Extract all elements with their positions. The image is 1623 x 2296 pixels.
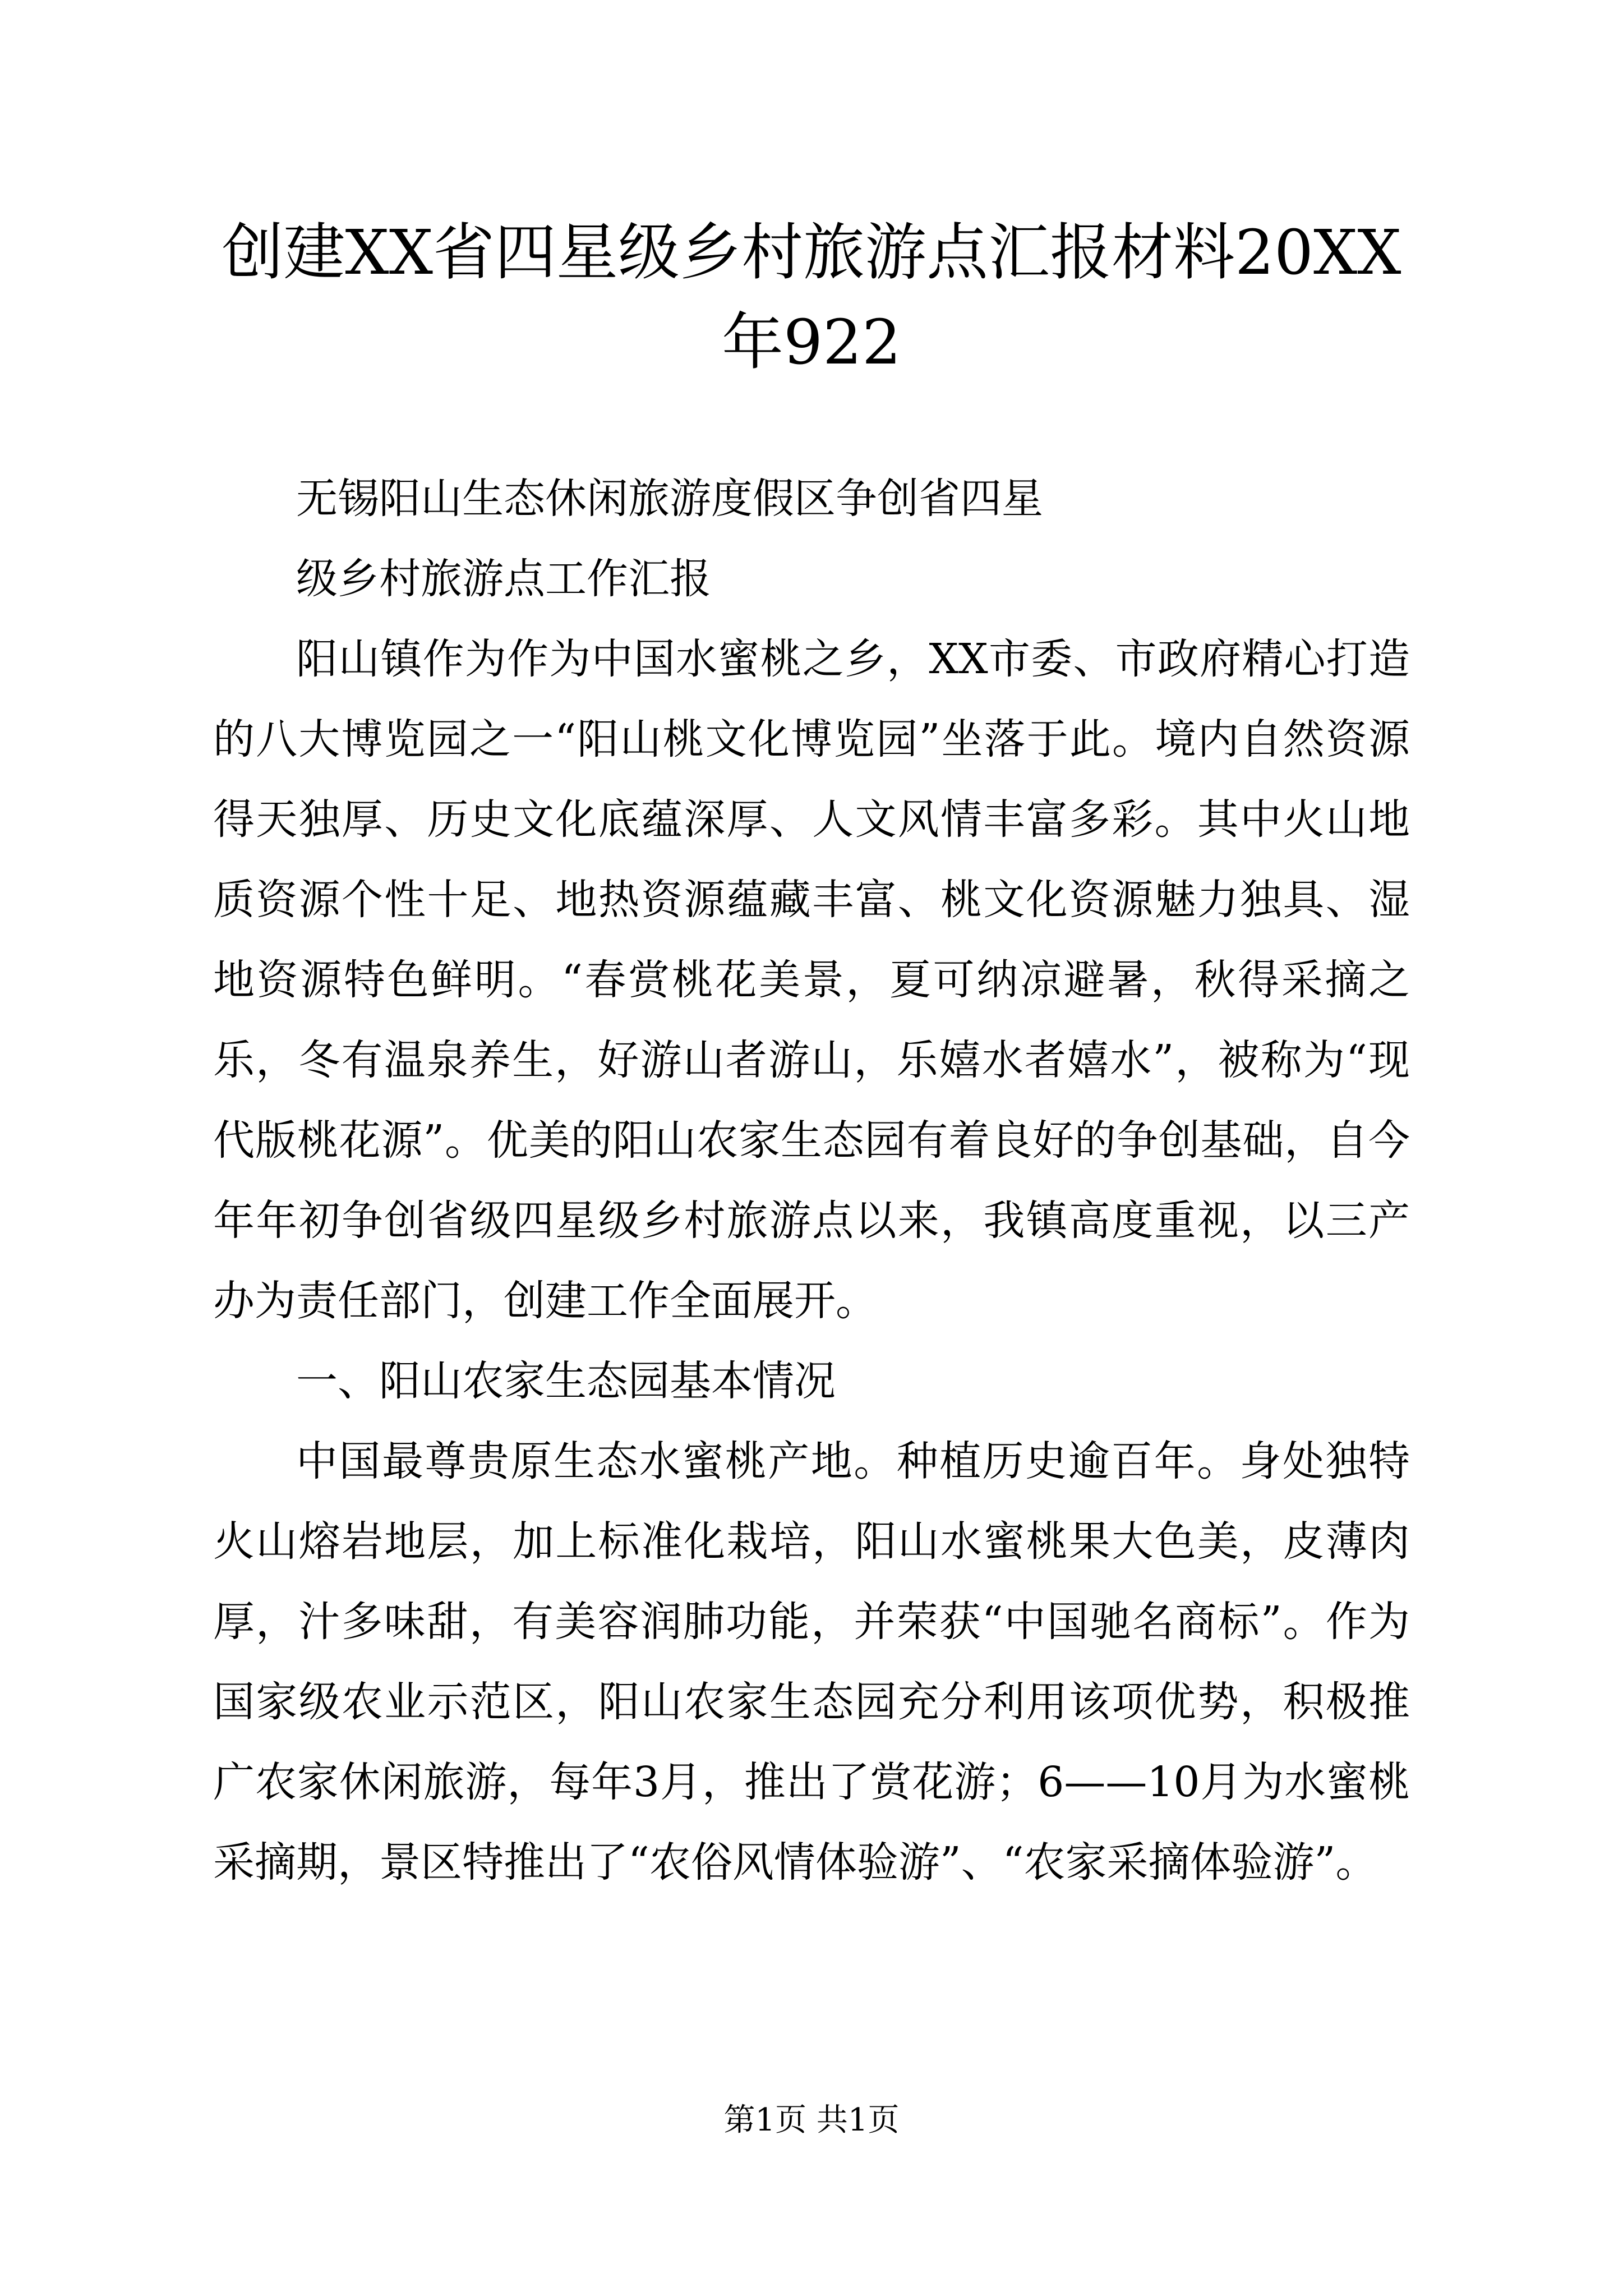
page-number: 第1页 共1页 [723, 2102, 900, 2138]
subtitle-line-1: 无锡阳山生态休闲旅游度假区争创省四星 [296, 475, 1043, 523]
document-title: 创建XX省四星级乡村旅游点汇报材料20XX年922 [222, 217, 1401, 378]
document-body [213, 459, 1410, 1903]
section-heading: 一、阳山农家生态园基本情况 [296, 1357, 836, 1405]
intro-paragraph: 阳山镇作为作为中国水蜜桃之乡，XX市委、市政府精心打造的八大博览园之一“阳山桃文化博览园”坐落于此。境内自然资源得天独厚、历史文化底蕴深厚、人文风情丰富多彩。其中火山地质资源个性十足、地热资源蕴藏丰富、桃文化资源魅力独具、湿地资源特色鲜明。“春赏桃花美景，夏可纳凉避暑，秋得采摘之乐，冬有温泉养生，好游山者游山，乐嬉水者嬉水”，被称为“现代版桃花源”。优美的阳山农家生态园有着良好的争创基础，自今年年初争创省级四星级乡村旅游点以来，我镇高度重视，以三产办为责任部门，创建工作全面展开。 [213, 635, 1410, 1325]
subtitle-line-2: 级乡村旅游点工作汇报 [296, 555, 711, 603]
page-footer [0, 2098, 1623, 2143]
section-paragraph: 中国最尊贵原生态水蜜桃产地。种植历史逾百年。身处独特火山熔岩地层，加上标准化栽培，阳山水蜜桃果大色美，皮薄肉厚，汁多味甜，有美容润肺功能，并荣获“中国驰名商标”。作为国家级农业示范区，阳山农家生态园充分利用该项优势，积极推广农家休闲旅游，每年3月，推出了赏花游；6——10月为水蜜桃采摘期，景区特推出了“农俗风情体验游”、“农家采摘体验游”。 [213, 1437, 1410, 1887]
